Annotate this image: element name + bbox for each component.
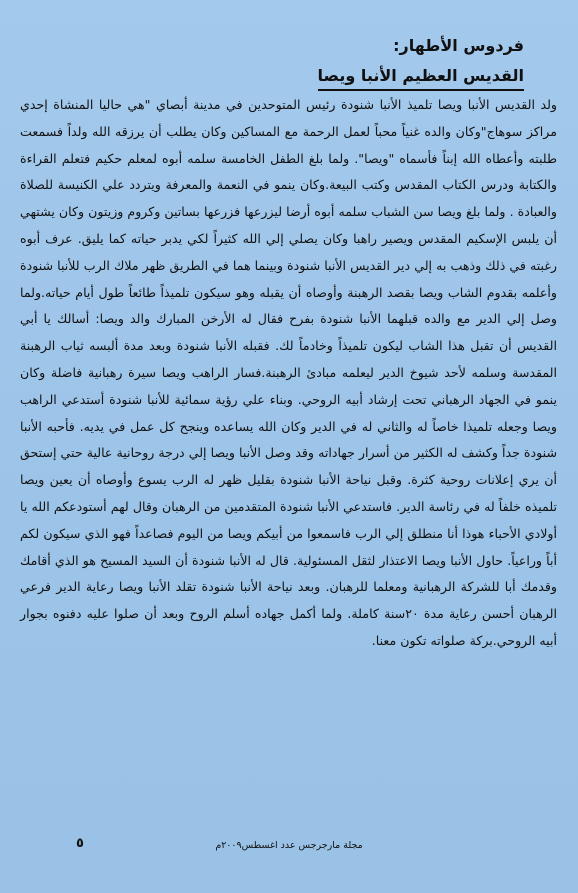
magazine-footer-line: مجلة مارجرجس عدد اغسطس٢٠٠٩م [215,840,363,851]
section-title: فردوس الأطهار: [393,36,524,55]
article-body [20,92,557,655]
article-title: القديس العظيم الأنبا ويصا [318,64,524,91]
article-paragraph: ولد القديس الأنبا ويصا تلميذ الأنبا شنودة رئيس المتوحدين في مدينة أبصاي "هي حاليا المنشاة إحدي مراكز سوهاج"وكان والده غنياً محباً لعمل الرحمة مع المساكين وكان يطلب أن يرزقه الله ولداً فسمعت طلبته وأعطاه الله إبناً فأسماه "ويصا". ولما بلغ الطفل الخامسة سلمه أبوه لمعلم حكيم فتعلم القراءة والكتابة ودرس الكتاب المقدس وكتب البيعة.وكان ينمو في النعمة والمعرفة ويتردد علي الكنيسة للصلاة والعبادة . ولما بلغ ويصا سن الشباب سلمه أبوه أرضا ليزرعها فزرعها بساتين وكروم وزيتون وكان يشتهي أن يلبس الإسكيم المقدس ويصير راهبا وكان يصلي إلي الله كثيراً لكي يدبر حياته كما يليق. عرف أبوه رغبته في ذلك وذهب به إلي دير القديس الأنبا شنودة وبينما هما في الطريق ظهر ملاك الرب للأنبا شنودة وأعلمه بقدوم الشاب ويصا بقصد الرهبنة وأوصاه أن يقبله وهو سيكون تلميذاً طائعاً طول أيام حياته.ولما وصل إلي الدير مع والده قبلهما الأنبا شنودة بفرح فقال له الأرخن المبارك والد ويصا: أسالك يا أبي القديس أن تقبل هذا الشاب ليكون تلميذاً وخادماً لك. فقبله الأنبا شنودة وبعد مدة ألبسه ثياب الرهبنة المقدسة وسلمه لأحد شيوخ الدير ليعلمه مبادئ الرهبنة.فسار الراهب ويصا سيرة رهبانية فاضلة وكان ينمو في الجهاد الرهباني تحت إرشاد أبيه الروحي. وبناء علي رؤية سمائية للأنبا شنودة أستدعي الراهب ويصا وجعله تلميذا خاصاً له والثاني له في الدير وكان الله يساعده وينجح كل عمل في يديه. فأحبه الأنبا شنودة جداً وكشف له الكثير من أسرار جهاداته وقد وصل الأنبا ويصا إلي درجة روحانية عالية حتي إستحق أن يري إعلانات روحية كثرة. وقبل نياحة الأنبا شنودة بقليل ظهر له الرب يسوع وأوصاه أن يعين ويصا تلميذه خلفاً له في رئاسة الدير. فاستدعي الأنبا شنودة المتقدمين من الرهبان وقال لهم أستودعكم الله يا أولادي الأحباء هوذا أنا منطلق إلي الرب فاسمعوا من أبيكم ويصا من اليوم فصاعداً فهو الذي سيكون لكم أباً وراعياً. حاول الأنبا ويصا الاعتذار لثقل المسئولية. قال له الأنبا شنودة أن السيد المسيح هو الذي أقامك وقدمك أبا للشركة الرهبانية ومعلما للرهبان. وبعد نياحة الأنبا شنودة تقلد الأنبا ويصا رعاية الدير فرعي الرهبان أحسن رعاية مدة ٢٠سنة كاملة. ولما أكمل جهاده أسلم الروح وبعد أن صلوا عليه دفنوه بجوار أبيه الروحي.بركة صلواته تكون معنا. [20,97,558,648]
page-number: ٥ [76,836,84,851]
page-footer [0,836,578,860]
article-header [318,34,524,91]
